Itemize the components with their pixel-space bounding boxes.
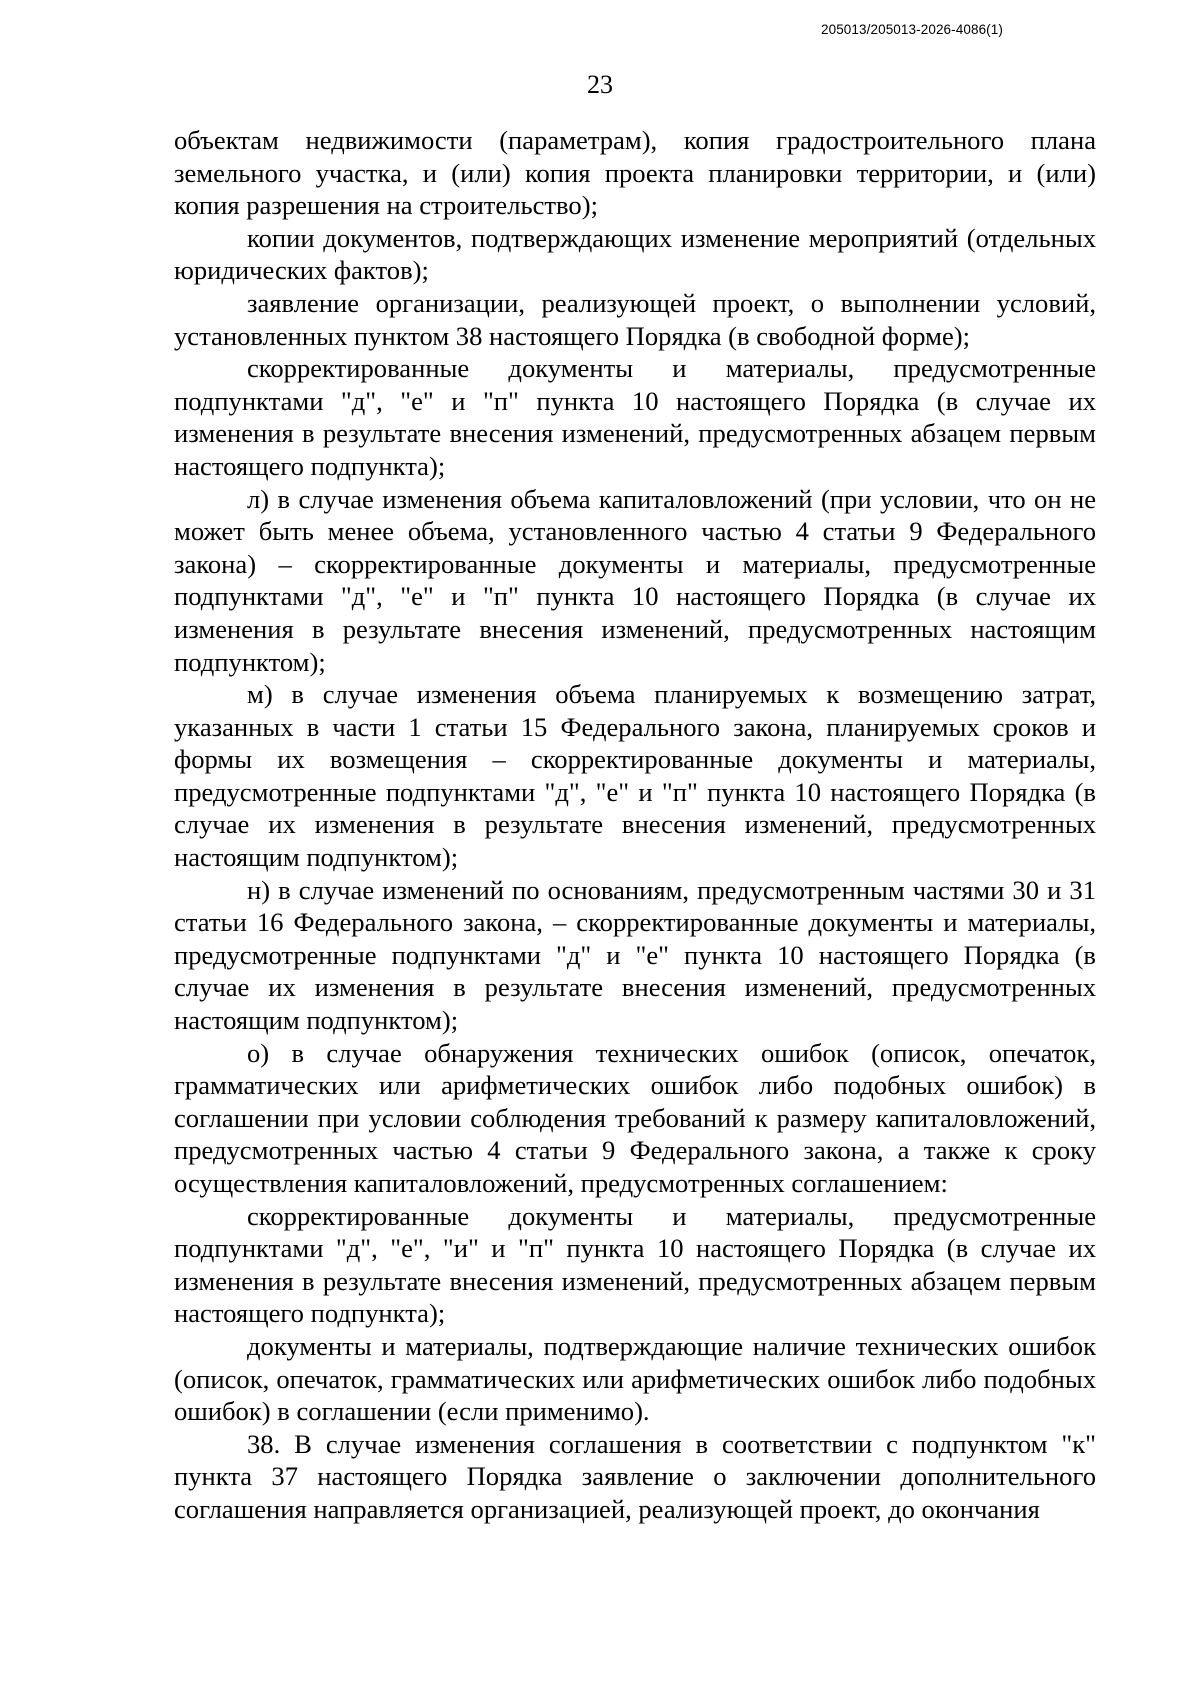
document-body (174, 124, 1096, 1526)
document-registration-number: 205013/205013-2026-4086(1) (820, 22, 1003, 37)
paragraph-corrected-documents-o: скорректированные документы и материалы, предусмотренные подпунктами "д", "е", "и" и "п" пункта 10 настоящего Порядка (в случае их изменения в результате внесения изменений, предусмотренных абзацем первым настоящего подпункта); (174, 1200, 1096, 1329)
paragraph-technical-errors-proof: документы и материалы, подтверждающие наличие технических ошибок (описок, опечаток, грамматических или арифметических ошибок либо подобных ошибок) в соглашении (если применимо). (174, 1330, 1096, 1427)
paragraph-item-38: 38. В случае изменения соглашения в соответствии с подпунктом "к" пункта 37 настоящего Порядка заявление о заключении дополнительного соглашения направляется организацией, реализующей проект, до окончания (174, 1428, 1096, 1524)
paragraph-organization-statement: заявление организации, реализующей проект, о выполнении условий, установленных пунктом 38 настоящего Порядка (в свободной форме); (174, 287, 1096, 351)
paragraph-subitem-o: о) в случае обнаружения технических ошибок (описок, опечаток, грамматических или арифметических ошибок либо подобных ошибок) в соглашении при условии соблюдения требований к размеру капиталовложений, предусмотренных частью 4 статьи 9 Федерального закона, а также к сроку осуществления капиталовложений, предусмотренных соглашением: (174, 1037, 1096, 1198)
paragraph-document-copies: копии документов, подтверждающих изменение мероприятий (отдельных юридических фактов); (174, 222, 1096, 286)
paragraph-subitem-n: н) в случае изменений по основаниям, предусмотренным частями 30 и 31 статьи 16 Федерального закона, – скорректированные документы и материалы, предусмотренные подпунктами "д" и "е" пункта 10 настоящего Порядка (в случае их изменения в результате внесения изменений, предусмотренных настоящим подпунктом); (174, 874, 1096, 1036)
paragraph-corrected-documents: скорректированные документы и материалы, предусмотренные подпунктами "д", "е" и "п" пункта 10 настоящего Порядка (в случае их изменения в результате внесения изменений, предусмотренных абзацем первым настоящего подпункта); (174, 353, 1096, 481)
page-number: 23 (587, 70, 613, 99)
paragraph-subitem-m: м) в случае изменения объема планируемых к возмещению затрат, указанных в части 1 статьи 15 Федерального закона, планируемых сроков и формы их возмещения – скорректированные документы и материалы, предусмотренные подпунктами "д", "е" и "п" пункта 10 настоящего Порядка (в случае их изменения в результате внесения изменений, предусмотренных настоящим подпунктом); (174, 679, 1096, 873)
paragraph-continuation: объектам недвижимости (параметрам), копия градостроительного плана земельного участка, и (или) копия проекта планировки территории, и (или) копия разрешения на строительство); (174, 125, 1096, 221)
paragraph-subitem-l: л) в случае изменения объема капиталовложений (при условии, что он не может быть менее объема, установленного частью 4 статьи 9 Федерального закона) – скорректированные документы и материалы, предусмотренные подпунктами "д", "е" и "п" пункта 10 настоящего Порядка (в случае их изменения в результате внесения изменений, предусмотренных настоящим подпунктом); (174, 483, 1096, 677)
